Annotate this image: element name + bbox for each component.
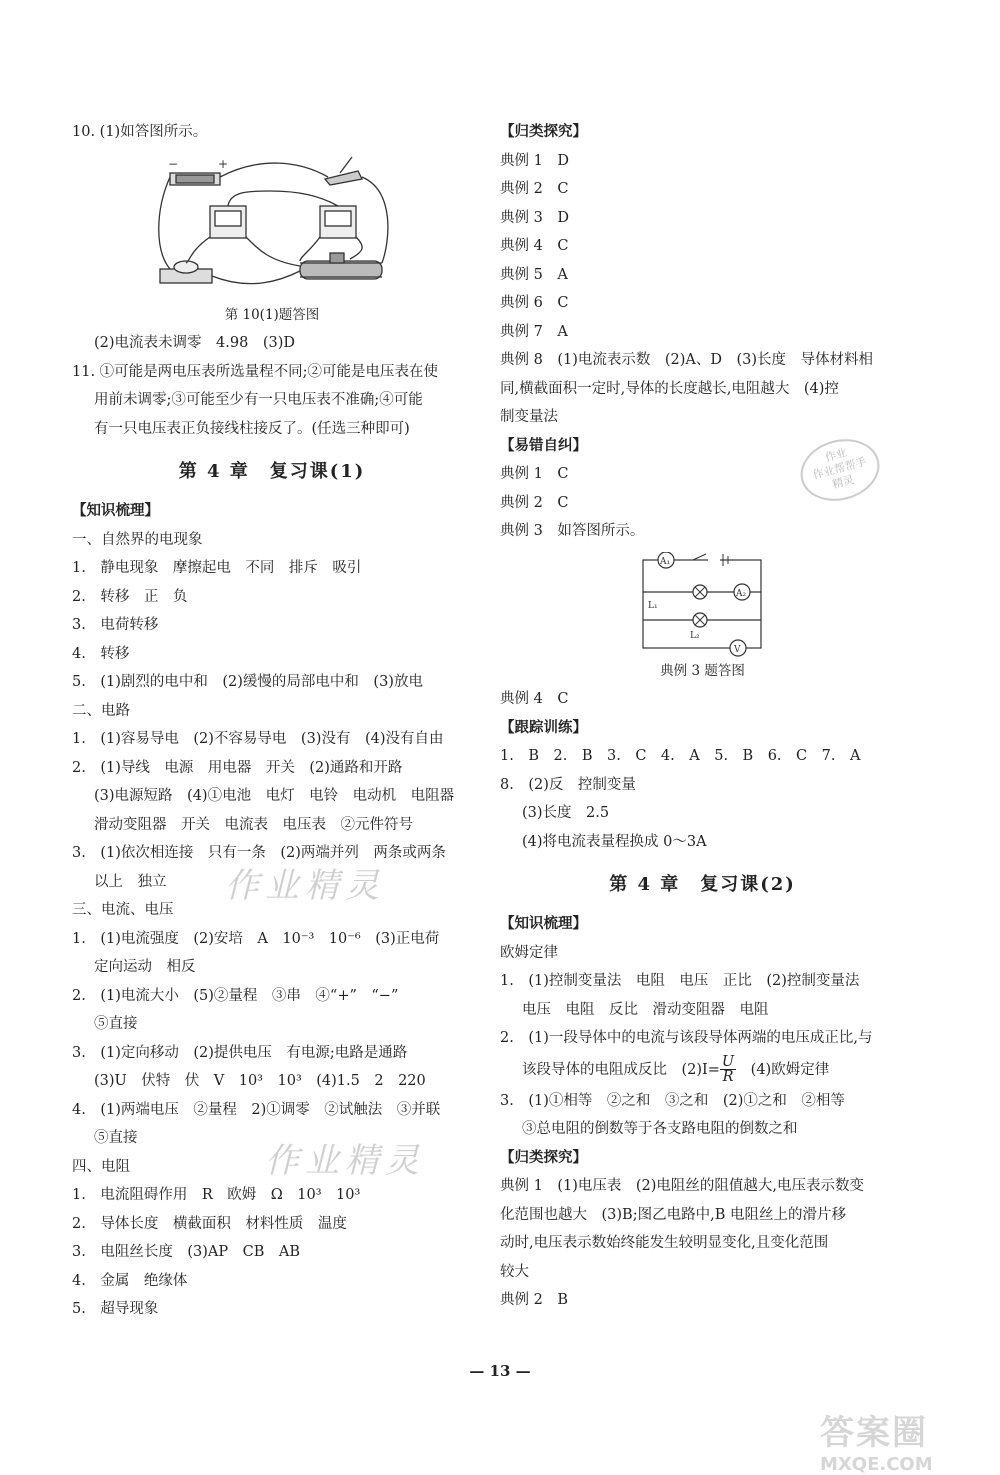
answer-line: 典例 2 C xyxy=(500,181,569,197)
answer-line: 2. (1)导线 电源 用电器 开关 (2)通路和开路 xyxy=(72,759,403,776)
answer-line: 5. 超导现象 xyxy=(72,1301,159,1317)
q10-head: 10. (1)如答图所示。 xyxy=(72,124,208,140)
circuit-figure-10 xyxy=(150,151,395,301)
answer-line: 典例 6 C xyxy=(500,295,569,311)
answer-line: 5. (1)剧烈的电中和 (2)缓慢的局部电中和 (3)放电 xyxy=(72,674,423,690)
answer-line: 同,横截面积一定时,导体的长度越长,电阻越大 (4)控 xyxy=(500,380,839,397)
answer-line: 8. (2)反 控制变量 xyxy=(500,776,636,793)
ohm-law-line xyxy=(500,1053,905,1087)
q11-line-1: 11. ①可能是两电压表所选量程不同;②可能是电压表在使 xyxy=(72,363,439,380)
answer-line: (4)将电流表量程换成 0～3A xyxy=(522,833,707,850)
answer-line: 3. 电阻丝长度 (3)AP CB AB xyxy=(72,1244,300,1260)
answer-line: 2. 转移 正 负 xyxy=(72,588,188,605)
answer-line: 4. 金属 绝缘体 xyxy=(72,1272,188,1289)
q10-part2: (2)电流表未调零 4.98 (3)D xyxy=(94,335,295,351)
answer-line: ⑤直接 xyxy=(94,1130,138,1146)
watermark-1: 作业精灵 xyxy=(225,866,385,906)
page-number: — 13 — xyxy=(469,1362,531,1380)
site-logo xyxy=(820,1405,933,1475)
answer-line: 1. B 2. B 3. C 4. A 5. B 6. C 7. A xyxy=(500,748,861,764)
chapter-title-review-1: 第 4 章 复习课(1) xyxy=(178,461,366,482)
answer-line: 典例 8 (1)电流表示数 (2)A、D (3)长度 导体材料相 xyxy=(500,352,874,368)
answer-line: 定向运动 相反 xyxy=(94,959,196,975)
answer-line: 典例 1 C xyxy=(500,466,569,482)
right-lines-b xyxy=(500,685,905,856)
right-lines-d xyxy=(500,1087,905,1315)
q11-line-2: 用前未调零;③可能至少有一只电压表不准确;④可能 xyxy=(94,392,423,408)
answer-line: 电压 电阻 反比 滑动变阻器 电阻 xyxy=(522,1001,769,1018)
chapter-title-review-2: 第 4 章 复习课(2) xyxy=(609,874,796,895)
answer-line: 3. 电荷转移 xyxy=(72,617,159,633)
answer-line: 滑动变阻器 开关 电流表 电压表 ②元件符号 xyxy=(94,816,413,833)
answer-line: 典例 1 (1)电压表 (2)电阻丝的阻值越大,电压表示数变 xyxy=(500,1178,865,1194)
svg-text:−: − xyxy=(167,156,178,171)
answer-line: 3. (1)①相等 ②之和 ③之和 (2)①之和 ②相等 xyxy=(500,1092,845,1109)
watermark-2: 作业精灵 xyxy=(265,1141,425,1181)
answer-line: 1. (1)容易导电 (2)不容易导电 (3)没有 (4)没有自由 xyxy=(72,731,444,747)
answer-line: 典例 3 如答图所示。 xyxy=(500,523,645,539)
section-heading: 【知识梳理】 xyxy=(500,915,587,932)
circuit-diagram xyxy=(150,151,395,301)
answer-line: 1. (1)控制变量法 电阻 电压 正比 (2)控制变量法 xyxy=(500,973,860,989)
answer-line: 4. (1)两端电压 ②量程 2)①调零 ②试触法 ③并联 xyxy=(72,1101,441,1118)
label-l2: L₂ xyxy=(689,630,700,641)
section-heading: 【归类探究】 xyxy=(500,123,587,140)
answer-line: 典例 1 D xyxy=(500,152,569,169)
answer-line: (3)U 伏特 伏 V 10³ 10³ (4)1.5 2 220 xyxy=(94,1073,426,1089)
fig3-caption: 典例 3 题答图 xyxy=(660,662,745,679)
answer-line: (3)长度 2.5 xyxy=(522,805,610,821)
ohm-numerator: U xyxy=(721,1054,735,1070)
answer-line: 典例 4 C xyxy=(500,238,569,254)
ohm-fraction xyxy=(720,1055,736,1084)
section-heading: 【知识梳理】 xyxy=(72,502,159,519)
answer-line: 典例 3 D xyxy=(500,209,569,226)
label-a1: A₁ xyxy=(659,556,670,567)
answer-line: 以上 独立 xyxy=(94,873,167,890)
label-l1: L₁ xyxy=(647,600,658,611)
ohm-suffix: (4)欧姆定律 xyxy=(736,1061,830,1078)
answer-line: 一、自然界的电现象 xyxy=(72,531,203,548)
section-heading: 【跟踪训练】 xyxy=(500,718,587,736)
answer-line: 2. 导体长度 横截面积 材料性质 温度 xyxy=(72,1215,347,1232)
answer-line: 3. (1)依次相连接 只有一条 (2)两端并列 两条或两条 xyxy=(72,845,446,861)
answer-line: 4. 转移 xyxy=(72,645,130,662)
section-heading: 【易错自纠】 xyxy=(500,436,587,454)
left-lines xyxy=(72,497,472,1324)
answer-line: 动时,电压表示数始终能发生较明显变化,且变化范围 xyxy=(500,1235,829,1251)
answer-line: 1. 电流阻碍作用 R 欧姆 Ω 10³ 10³ xyxy=(72,1187,361,1203)
logo-url: MXQE.COM xyxy=(820,1454,933,1475)
answer-line: 2. (1)电流大小 (5)②量程 ③串 ④“+” “−” xyxy=(72,987,399,1004)
ohm-prefix: 该段导体的电阻成反比 (2)I= xyxy=(522,1061,720,1078)
answer-line: 二、电路 xyxy=(72,702,130,719)
answer-line: 制变量法 xyxy=(500,409,558,425)
right-lines-c xyxy=(500,910,905,1053)
answer-line: 三、电流、电压 xyxy=(72,902,174,918)
logo-text: 答案圈 xyxy=(820,1413,928,1453)
answer-line: 典例 4 C xyxy=(500,691,569,707)
section-heading: 【归类探究】 xyxy=(500,1148,587,1166)
svg-text:+: + xyxy=(217,156,228,171)
answer-line: 1. 静电现象 摩擦起电 不同 排斥 吸引 xyxy=(72,560,362,576)
answer-line: 3. (1)定向移动 (2)提供电压 有电源;电路是通路 xyxy=(72,1044,408,1061)
answer-line: 2. (1)一段导体中的电流与该段导体两端的电压成正比,与 xyxy=(500,1030,873,1046)
answer-line: 1. (1)电流强度 (2)安培 A 10⁻³ 10⁻⁶ (3)正电荷 xyxy=(72,930,440,947)
stamp-mark: 作业 作业帮帮手 精灵 xyxy=(794,431,887,510)
answer-line: ⑤直接 xyxy=(94,1016,138,1032)
circuit-figure-ex3 xyxy=(638,552,768,657)
ohm-denominator: R xyxy=(722,1069,734,1085)
answer-line: ③总电阻的倒数等于各支路电阻的倒数之和 xyxy=(522,1121,798,1137)
answer-line: 典例 5 A xyxy=(500,266,568,283)
answer-line: (3)电源短路 (4)①电池 电灯 电铃 电动机 电阻器 xyxy=(94,788,455,804)
right-column xyxy=(500,118,905,1315)
answer-line: 欧姆定律 xyxy=(500,944,558,961)
parallel-circuit-diagram xyxy=(638,552,768,657)
fig10-caption: 第 10(1)题答图 xyxy=(224,306,320,323)
answer-line: 化范围也越大 (3)B;图乙电路中,B 电阻丝上的滑片移 xyxy=(500,1206,846,1223)
answer-line: 较大 xyxy=(500,1263,529,1280)
q11-line-3: 有一只电压表正负接线柱接反了。(任选三种即可) xyxy=(94,420,410,437)
label-v: V xyxy=(733,644,740,655)
answer-line: 四、电阻 xyxy=(72,1158,130,1175)
answer-line: 典例 2 B xyxy=(500,1292,568,1308)
answer-line: 典例 7 A xyxy=(500,323,568,340)
label-a2: A₂ xyxy=(735,588,746,599)
answer-line: 典例 2 C xyxy=(500,494,569,511)
